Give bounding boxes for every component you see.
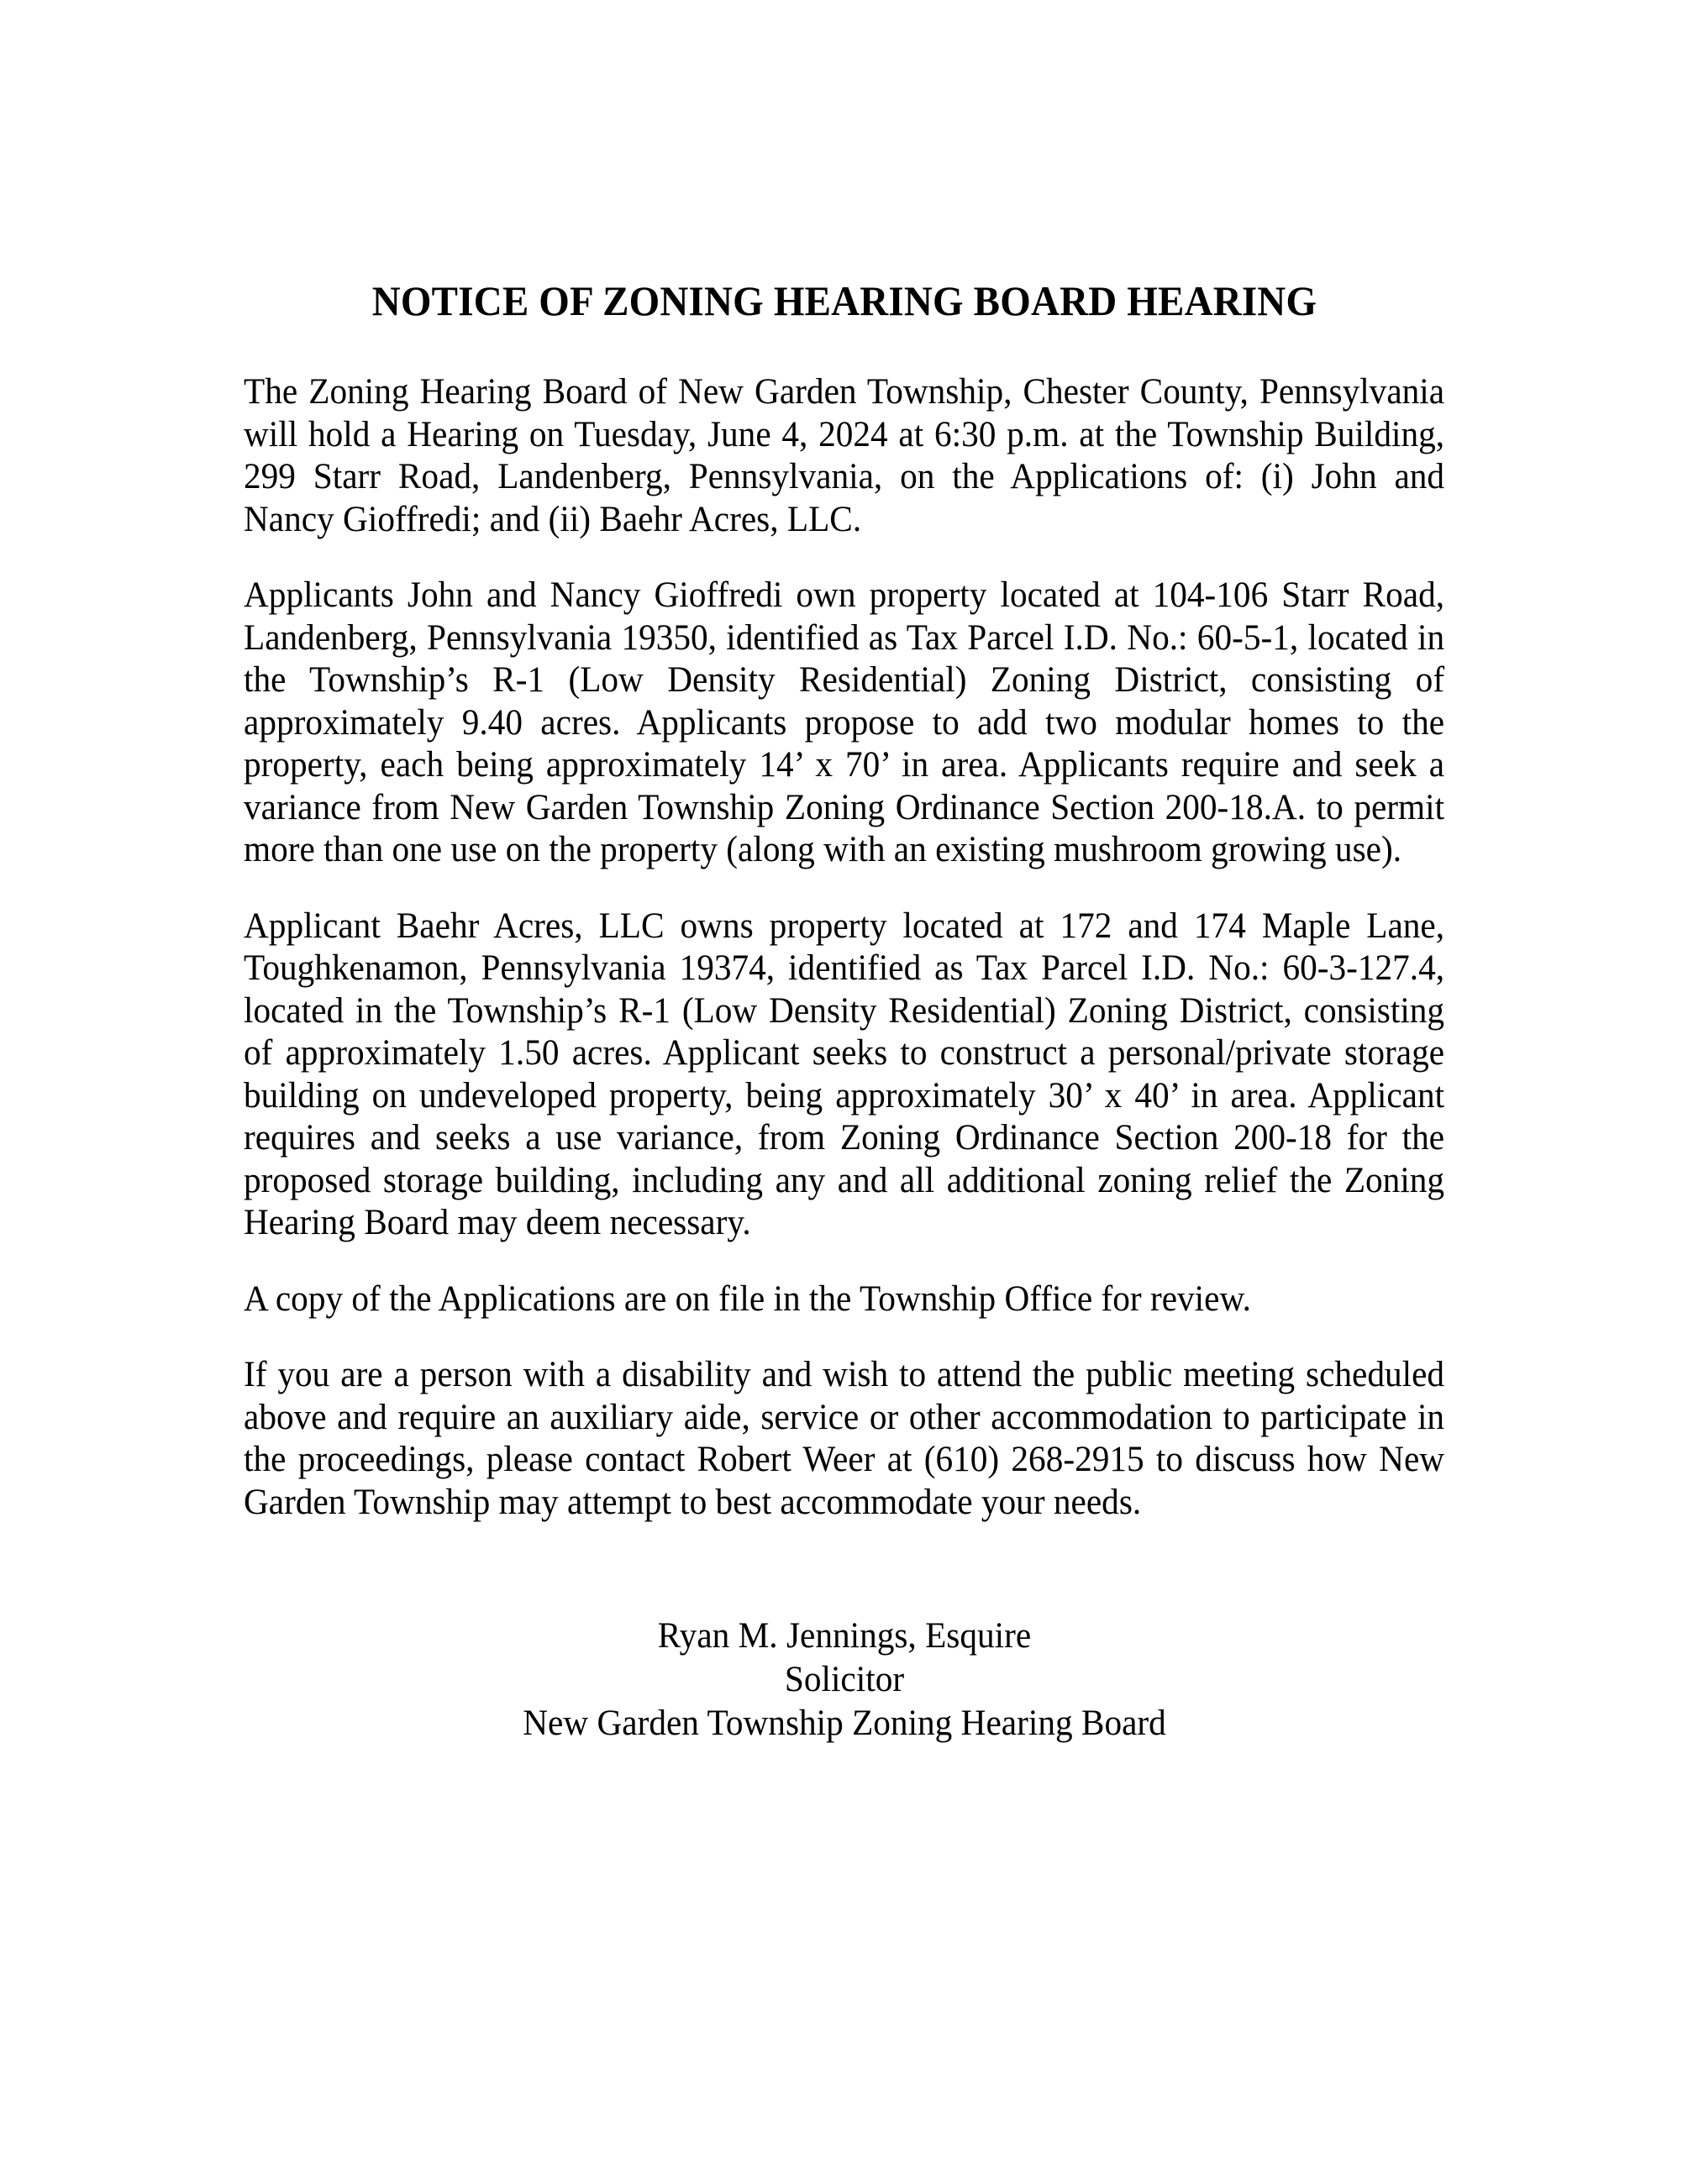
paragraph-hearing-notice: The Zoning Hearing Board of New Garden Township, Chester County, Pennsylvania will hold a Hearing on Tuesday, June 4, 2024 at 6:30 p.m. at the Township Building, 299 Starr Road, Landenberg, Pennsylvania, on the Applications of: (i) John and Nancy Gioffredi; and (ii) Baehr Acres, LLC. (244, 372, 1445, 539)
paragraph-applicant-baehr-acres: Applicant Baehr Acres, LLC owns property located at 172 and 174 Maple Lane, Toughkenamon, Pennsylvania 19374, identified as Tax Parcel I.D. No.: 60-3-127.4, located in the Township’s R-1 (Low Density Residential) Zoning District, consisting of approximately 1.50 acres. Applicant seeks to construct a personal/private storage building on undeveloped property, being approximately 30’ x 40’ in area. Applicant requires and seeks a use variance, from Zoning Ordinance Section 200-18 for the proposed storage building, including any and all additional zoning relief the Zoning Hearing Board may deem necessary. (244, 906, 1445, 1243)
paragraph-applications-on-file: A copy of the Applications are on file in the Township Office for review. (244, 1278, 1251, 1319)
document-content (244, 277, 1445, 1746)
paragraph-applicant-gioffredi: Applicants John and Nancy Gioffredi own property located at 104-106 Starr Road, Landenberg, Pennsylvania 19350, identified as Tax Parcel I.D. No.: 60-5-1, located in the Township’s R-1 (Low Density Residential) Zoning District, consisting of approximately 9.40 acres. Applicants propose to add two modular homes to the property, each being approximately 14’ x 70’ in area. Applicants require and seek a variance from New Garden Township Zoning Ordinance Section 200-18.A. to permit more than one use on the property (along with an existing mushroom growing use). (244, 575, 1445, 870)
signature-role: Solicitor (784, 1660, 905, 1700)
page-title: NOTICE OF ZONING HEARING BOARD HEARING (371, 277, 1317, 324)
signature-name: Ryan M. Jennings, Esquire (657, 1616, 1032, 1656)
signature-block (268, 1614, 1422, 1746)
signature-organization: New Garden Township Zoning Hearing Board (523, 1704, 1166, 1744)
paragraph-ada-accommodation: If you are a person with a disability and wish to attend the public meeting scheduled above and require an auxiliary aide, service or other accommodation to participate in the proceedings, please contact Robert Weer at (610) 268-2915 to discuss how New Garden Township may attempt to best accommodate your needs. (244, 1355, 1445, 1522)
